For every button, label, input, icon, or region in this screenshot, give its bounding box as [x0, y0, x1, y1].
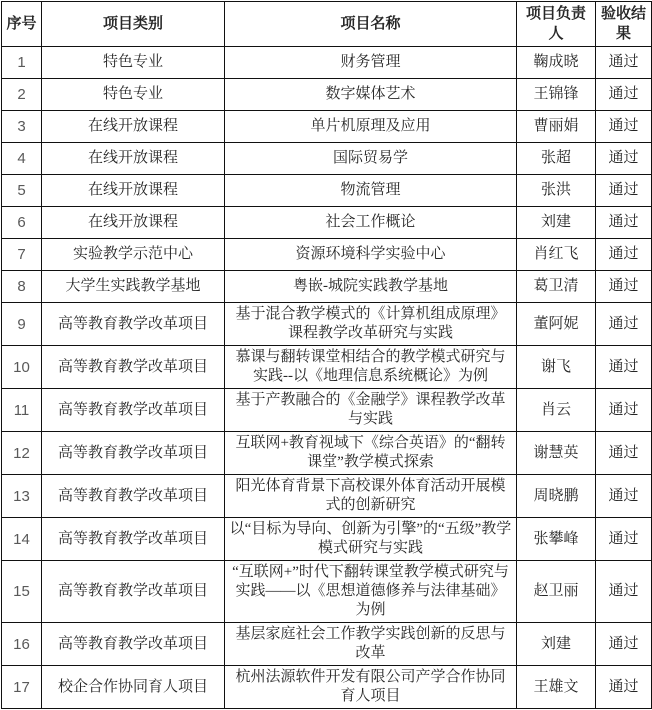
- cell-leader: 谢飞: [517, 346, 596, 389]
- cell-result: 通过: [596, 303, 652, 346]
- cell-result: 通过: [596, 47, 652, 79]
- cell-result: 通过: [596, 207, 652, 239]
- cell-result: 通过: [596, 389, 652, 432]
- cell-name: 互联网+教育视域下《综合英语》的“翻转课堂”教学模式探索: [225, 432, 517, 475]
- table-row: [2, 111, 652, 143]
- cell-leader: 葛卫清: [517, 271, 596, 303]
- cell-result: 通过: [596, 175, 652, 207]
- cell-category: 在线开放课程: [42, 207, 225, 239]
- table-row: [2, 475, 652, 518]
- cell-name: 基层家庭社会工作教学实践创新的反思与改革: [225, 623, 517, 666]
- cell-no: 16: [2, 623, 42, 666]
- cell-no: 6: [2, 207, 42, 239]
- table-row: [2, 666, 652, 709]
- cell-leader: 赵卫丽: [517, 561, 596, 623]
- cell-no: 13: [2, 475, 42, 518]
- cell-leader: 谢慧英: [517, 432, 596, 475]
- cell-no: 2: [2, 79, 42, 111]
- table-row: [2, 239, 652, 271]
- cell-category: 实验教学示范中心: [42, 239, 225, 271]
- table-row: [2, 303, 652, 346]
- table-row: [2, 175, 652, 207]
- cell-name: 单片机原理及应用: [225, 111, 517, 143]
- table-row: [2, 346, 652, 389]
- cell-result: 通过: [596, 561, 652, 623]
- table-row: [2, 271, 652, 303]
- cell-category: 在线开放课程: [42, 175, 225, 207]
- cell-no: 15: [2, 561, 42, 623]
- cell-name: 阳光体育背景下高校课外体育活动开展模式的创新研究: [225, 475, 517, 518]
- table-row: [2, 207, 652, 239]
- cell-name: 财务管理: [225, 47, 517, 79]
- cell-category: 高等教育教学改革项目: [42, 518, 225, 561]
- project-acceptance-document: [0, 1, 652, 709]
- cell-no: 5: [2, 175, 42, 207]
- table-row: [2, 389, 652, 432]
- table-body: [2, 47, 652, 709]
- cell-leader: 王雄文: [517, 666, 596, 709]
- cell-leader: 张超: [517, 143, 596, 175]
- cell-name: 基于产教融合的《金融学》课程教学改革与实践: [225, 389, 517, 432]
- cell-category: 高等教育教学改革项目: [42, 432, 225, 475]
- cell-category: 高等教育教学改革项目: [42, 303, 225, 346]
- acceptance-results-table: [1, 1, 652, 709]
- cell-name: 杭州法源软件开发有限公司产学合作协同育人项目: [225, 666, 517, 709]
- cell-no: 3: [2, 111, 42, 143]
- cell-leader: 董阿妮: [517, 303, 596, 346]
- header-project-leader: 项目负责人: [517, 2, 596, 47]
- table-row: [2, 432, 652, 475]
- cell-name: 物流管理: [225, 175, 517, 207]
- cell-no: 12: [2, 432, 42, 475]
- cell-leader: 周晓鹏: [517, 475, 596, 518]
- cell-leader: 肖云: [517, 389, 596, 432]
- cell-category: 特色专业: [42, 79, 225, 111]
- cell-name: 社会工作概论: [225, 207, 517, 239]
- cell-leader: 张攀峰: [517, 518, 596, 561]
- cell-category: 校企合作协同育人项目: [42, 666, 225, 709]
- cell-leader: 鞠成晓: [517, 47, 596, 79]
- cell-result: 通过: [596, 111, 652, 143]
- cell-name: 数字媒体艺术: [225, 79, 517, 111]
- cell-no: 11: [2, 389, 42, 432]
- cell-result: 通过: [596, 239, 652, 271]
- cell-category: 在线开放课程: [42, 111, 225, 143]
- header-acceptance-result: 验收结果: [596, 2, 652, 47]
- cell-name: 粤嵌-城院实践教学基地: [225, 271, 517, 303]
- cell-result: 通过: [596, 432, 652, 475]
- cell-name: “互联网+”时代下翻转课堂教学模式研究与实践——以《思想道德修养与法律基础》为例: [225, 561, 517, 623]
- cell-name: 资源环境科学实验中心: [225, 239, 517, 271]
- table-row: [2, 79, 652, 111]
- header-serial-number: 序号: [2, 2, 42, 47]
- cell-category: 高等教育教学改革项目: [42, 389, 225, 432]
- cell-no: 1: [2, 47, 42, 79]
- table-row: [2, 623, 652, 666]
- cell-result: 通过: [596, 518, 652, 561]
- cell-category: 高等教育教学改革项目: [42, 346, 225, 389]
- cell-leader: 王锦锋: [517, 79, 596, 111]
- cell-name: 基于混合教学模式的《计算机组成原理》课程教学改革研究与实践: [225, 303, 517, 346]
- cell-result: 通过: [596, 79, 652, 111]
- cell-category: 高等教育教学改革项目: [42, 475, 225, 518]
- cell-result: 通过: [596, 475, 652, 518]
- cell-no: 10: [2, 346, 42, 389]
- cell-result: 通过: [596, 346, 652, 389]
- header-row: [2, 2, 652, 47]
- header-project-category: 项目类别: [42, 2, 225, 47]
- cell-category: 大学生实践教学基地: [42, 271, 225, 303]
- cell-name: 国际贸易学: [225, 143, 517, 175]
- cell-leader: 肖红飞: [517, 239, 596, 271]
- cell-result: 通过: [596, 271, 652, 303]
- table-row: [2, 518, 652, 561]
- cell-name: 以“目标为导向、创新为引擎”的“五级”教学模式研究与实践: [225, 518, 517, 561]
- cell-no: 14: [2, 518, 42, 561]
- header-project-name: 项目名称: [225, 2, 517, 47]
- cell-no: 7: [2, 239, 42, 271]
- cell-category: 特色专业: [42, 47, 225, 79]
- cell-category: 高等教育教学改革项目: [42, 623, 225, 666]
- cell-result: 通过: [596, 666, 652, 709]
- cell-leader: 刘建: [517, 623, 596, 666]
- table-row: [2, 561, 652, 623]
- cell-result: 通过: [596, 623, 652, 666]
- cell-no: 17: [2, 666, 42, 709]
- cell-no: 8: [2, 271, 42, 303]
- table-row: [2, 143, 652, 175]
- table-header: [2, 2, 652, 47]
- cell-leader: 刘建: [517, 207, 596, 239]
- cell-no: 4: [2, 143, 42, 175]
- cell-leader: 张洪: [517, 175, 596, 207]
- cell-category: 高等教育教学改革项目: [42, 561, 225, 623]
- table-row: [2, 47, 652, 79]
- cell-no: 9: [2, 303, 42, 346]
- cell-result: 通过: [596, 143, 652, 175]
- cell-category: 在线开放课程: [42, 143, 225, 175]
- cell-name: 慕课与翻转课堂相结合的教学模式研究与实践--以《地理信息系统概论》为例: [225, 346, 517, 389]
- cell-leader: 曹丽娟: [517, 111, 596, 143]
